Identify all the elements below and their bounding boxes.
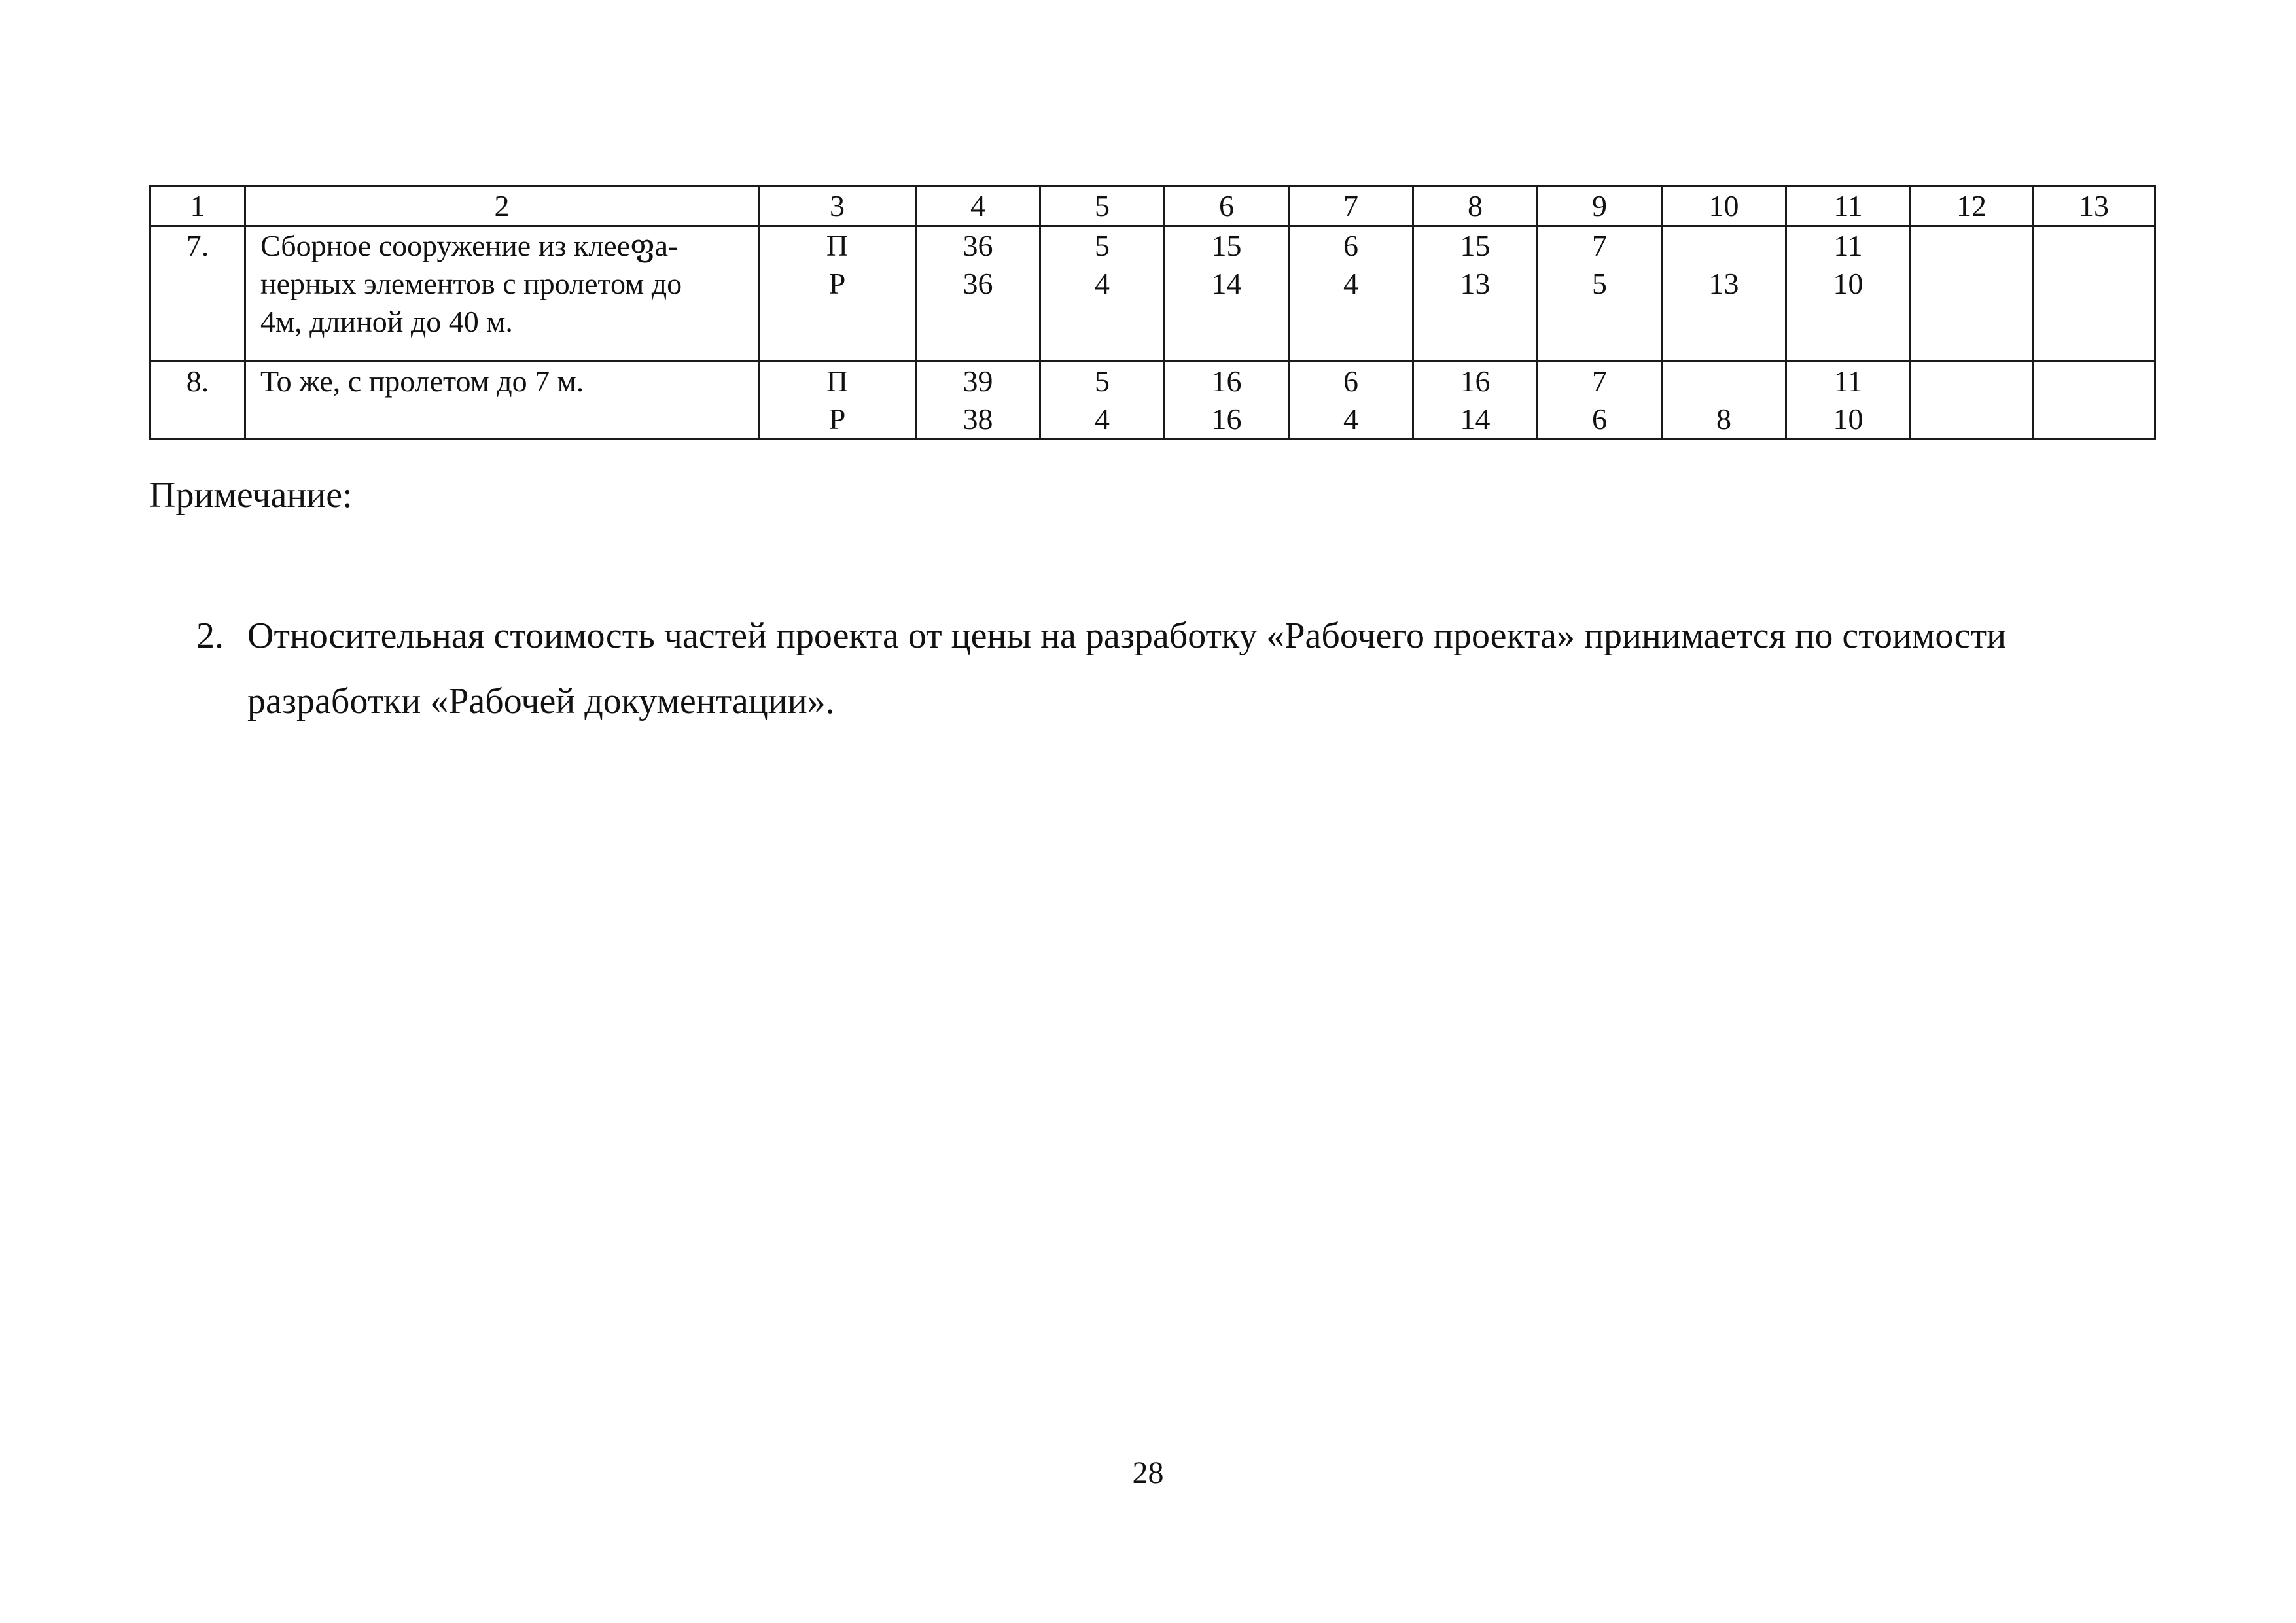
header-cell: 1: [150, 186, 245, 226]
value-r: 4: [1095, 402, 1110, 436]
value-p: 7: [1592, 364, 1607, 398]
value-p: 16: [1460, 364, 1491, 398]
value-cell-col-5: [1040, 362, 1165, 440]
value-r: 10: [1833, 402, 1863, 436]
value-cell-col-7: [1289, 362, 1413, 440]
value-p: 15: [1211, 229, 1242, 262]
stage-cell: [759, 362, 916, 440]
value-r: 4: [1343, 267, 1358, 300]
value-r: 5: [1592, 267, 1607, 300]
value-cell-col-9: [1538, 362, 1662, 440]
value-cell-col-10: [1662, 362, 1786, 440]
value-p: 16: [1211, 364, 1242, 398]
note-item-number: 2.: [196, 616, 224, 656]
cost-table: [149, 185, 2156, 440]
value-cell-col-13: [2033, 226, 2155, 362]
value-p: 5: [1095, 364, 1110, 398]
header-cell: 11: [1786, 186, 1911, 226]
value-cell-col-6: [1165, 362, 1289, 440]
value-cell-col-8: [1413, 362, 1538, 440]
value-cell-col-9: [1538, 226, 1662, 362]
value-cell-col-11: [1786, 226, 1911, 362]
value-p: 15: [1460, 229, 1491, 262]
value-r: 4: [1095, 267, 1110, 300]
header-cell: 12: [1911, 186, 2033, 226]
value-r: 13: [1708, 267, 1739, 300]
description-line: То же, с пролетом до 7 м.: [260, 364, 584, 398]
value-p: [1663, 362, 1785, 400]
value-p: 6: [1343, 364, 1358, 398]
value-cell-col-13: [2033, 362, 2155, 440]
stage-p: П: [826, 364, 849, 398]
value-r: 36: [963, 267, 993, 300]
value-p: 7: [1592, 229, 1607, 262]
value-r: 38: [963, 402, 993, 436]
page-number: 28: [1132, 1456, 1164, 1490]
header-cell: 9: [1538, 186, 1662, 226]
value-r: 13: [1460, 267, 1491, 300]
value-r: 6: [1592, 402, 1607, 436]
table-row: [150, 226, 2155, 362]
value-cell-col-8: [1413, 226, 1538, 362]
header-cell: 4: [916, 186, 1040, 226]
value-cell-col-5: [1040, 226, 1165, 362]
stage-r: Р: [828, 402, 846, 436]
value-p: 11: [1833, 229, 1863, 262]
header-cell: 13: [2033, 186, 2155, 226]
value-cell-col-10: [1662, 226, 1786, 362]
value-cell-col-12: [1911, 362, 2033, 440]
value-cell-col-7: [1289, 226, 1413, 362]
stage-r: Р: [828, 267, 846, 300]
value-cell-col-4: [916, 362, 1040, 440]
value-r: 10: [1833, 267, 1863, 300]
header-cell: 3: [759, 186, 916, 226]
value-p: 6: [1343, 229, 1358, 262]
description-line: нерных элементов с пролетом до: [260, 267, 682, 300]
row-number-cell: 8.: [150, 362, 245, 440]
row-number-cell: 7.: [150, 226, 245, 362]
value-r: 14: [1460, 402, 1491, 436]
value-r: 16: [1211, 402, 1242, 436]
value-r: 4: [1343, 402, 1358, 436]
header-cell: 8: [1413, 186, 1538, 226]
note-item-text: Относительная стоимость частей проекта от цены на разработку «Рабочего проекта» принимается по стоимости разработки «Рабочей документации».: [247, 616, 2007, 722]
value-p: 5: [1095, 229, 1110, 262]
header-cell: 2: [245, 186, 759, 226]
header-cell: 5: [1040, 186, 1165, 226]
value-r: 14: [1211, 267, 1242, 300]
value-p: [1663, 227, 1785, 265]
value-p: 11: [1833, 364, 1863, 398]
stage-cell: [759, 226, 916, 362]
table-row: [150, 362, 2155, 440]
value-p: 36: [963, 229, 993, 262]
table-header-row: [150, 186, 2155, 226]
header-cell: 7: [1289, 186, 1413, 226]
description-cell: [245, 226, 759, 362]
header-cell: 6: [1165, 186, 1289, 226]
value-p: 39: [963, 364, 993, 398]
description-cell: [245, 362, 759, 440]
value-cell-col-4: [916, 226, 1040, 362]
stage-p: П: [826, 229, 849, 262]
note-title: Примечание:: [149, 475, 353, 515]
value-cell-col-6: [1165, 226, 1289, 362]
value-r: 8: [1716, 402, 1731, 436]
header-cell: 10: [1662, 186, 1786, 226]
description-line: Сборное сооружение из клееფа-: [260, 229, 679, 262]
description-line: 4м, длиной до 40 м.: [260, 305, 513, 338]
value-cell-col-11: [1786, 362, 1911, 440]
value-cell-col-12: [1911, 226, 2033, 362]
note-item: [196, 603, 2133, 734]
